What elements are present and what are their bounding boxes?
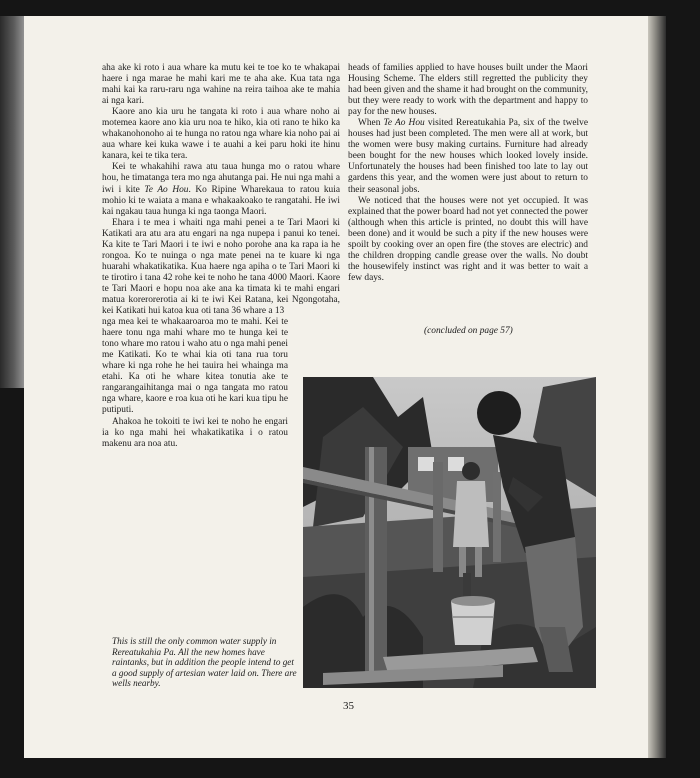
left-paragraph-4-continued: nga mea kei te whakaaroaroa mo te mahi. Kei te haere tonu nga mahi whare mo te hunga kei te tono whare mo ratou i waho atu o nga mahi penei me Katikati. Ko te whai kia oti tana rua toru whare ki nga rohe he hei tauira hei whainga ma etahi. Ka oti he whare kitea tonutia ake te rangarangaihitanga mai o nga tangata mo ratou nga whare, kaore e roa kua oti he kari kua tipu he putiputi. xyxy=(102,317,288,416)
right-paragraph-1: heads of families applied to have houses built under the Maori Housing Scheme. The elders still regretted the publicity they had been given and the shame it had brought on the community, but they were ready to work with the department and happy to pay for the new houses. xyxy=(348,63,588,118)
magazine-title: Te Ao Hou xyxy=(383,118,425,129)
magazine-title: Te Ao Hou xyxy=(144,184,189,195)
page-right-edge xyxy=(648,16,666,758)
right-column xyxy=(348,63,588,284)
left-paragraph-3-start: Kei te whakahihi rawa atu taua hunga mo o ratou whare hou, he timatanga tera mo nga ahutanga pai. He nui nga mahi a iwi i kite xyxy=(102,162,340,195)
left-paragraph-3-end: . Ko Ripine Wharekaua to ratou kuia mohio ki te waiata a mana e whakaakoako te rangatahi. He iwi kai ngakau taua hunga ki nga taonga Maori. xyxy=(102,184,340,217)
left-paragraph-5: Ahakoa he tokoiti te iwi kei te noho he engari ia ko nga mahi hei whakatikatika i o ratou makenu ara noa atu. xyxy=(102,416,288,449)
right-paragraph-2 xyxy=(348,118,588,195)
left-paragraph-4: Ehara i te mea i whaiti nga mahi penei a te Tari Maori ki Katikati ara atu ara atu engari na nga nupepa i panui ko tenei. Ka kite te Tari Maori i te iwi e noho porohe ana ka rapa ia he rongoa. Ko te nuinga o nga mate penei na te kuare ki nga huarahi whakatikatika. Kua haere nga apiha o te Tari Maori ki te tirotiro i tana 42 rohe kei te noho he tana 4000 Maori. Kaore te Tari Maori e hopu noa ake ana ka timata ki te mahi engari matua korerorerotia ai ki te iwi Kei Ratana, kei Ngongotaha, kei Katikati hui katoa kua oti tana 36 whare a 13 xyxy=(102,217,340,317)
right-paragraph-2-start: When xyxy=(358,118,384,129)
left-paragraph-1: aha ake ki roto i aua whare ka mutu kei te toe ko te whakapai haere i nga marae he mahi kari me te aha ake. Kua tata nga mahi kai ka raru-raru nga wahine na reira taihoa ake te mahia ai nga kari. xyxy=(102,63,340,107)
photo-caption: This is still the only common water supply in Rereatukahia Pa. All the new homes have raintanks, but in addition the people intend to get a good supply of artesian water laid on. There are wells nearby. xyxy=(112,636,297,689)
water-tap-photo xyxy=(303,377,596,688)
right-paragraph-2-end: visited Rereatukahia Pa, six of the twelve houses had just been completed. The men were all at work, but the women were busy making curtains. Furniture had already been bought for the new houses which looked lovely inside. Unfortunately the houses had been finished too late to lay out gardens this year, and the women were just about to return to their seasonal jobs. xyxy=(348,118,588,195)
left-paragraph-2: Kaore ano kia uru he tangata ki roto i aua whare noho ai motemea kaore ano kia uru noa te hiko, kia oti rano te hiko ka whakanohonoho ai te hunga no ratou nga whare kia noho pai ai aua whare kei kuka wawe i te auahi a kei paru hoki ite hinu kanara, kei te tika tera. xyxy=(102,107,340,162)
continued-note: (concluded on page 57) xyxy=(424,326,513,336)
left-paragraph-3 xyxy=(102,162,340,217)
right-paragraph-3: We noticed that the houses were not yet occupied. It was explained that the power board had not yet connected the power (although when this article is printed, no doubt this will have been done) and it would be such a pity if the new houses were spoilt by cooking over an open fire (the stoves are electric) and the children dropping candle grease over the walls. No doubt the housewifely instinct was right and it was better to wait a few days. xyxy=(348,195,589,283)
page-number: 35 xyxy=(343,700,354,712)
